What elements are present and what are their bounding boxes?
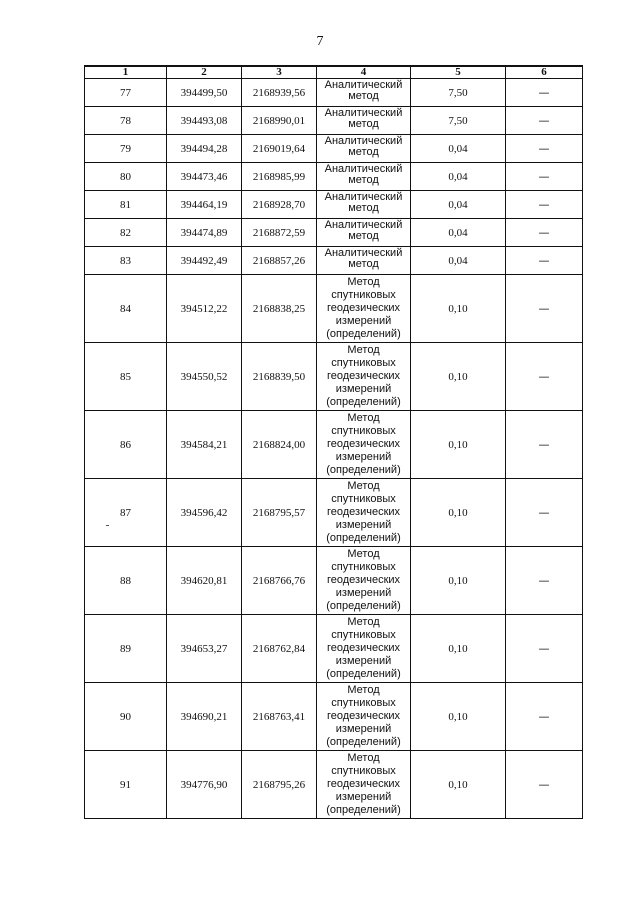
cell-x-coordinate: 394473,46	[167, 163, 242, 191]
cell-y-coordinate: 2168985,99	[242, 163, 317, 191]
cell-y-coordinate: 2168990,01	[242, 107, 317, 135]
table-row	[85, 615, 583, 683]
table-row	[85, 247, 583, 275]
cell-note	[506, 479, 583, 547]
table-body	[85, 79, 583, 819]
cell-point-number: 77	[85, 79, 167, 107]
note-dash: —	[538, 438, 550, 451]
cell-accuracy: 0,10	[411, 547, 506, 615]
cell-method	[317, 683, 411, 751]
cell-method	[317, 107, 411, 135]
cell-x-coordinate: 394464,19	[167, 191, 242, 219]
cell-accuracy: 0,10	[411, 275, 506, 343]
note-dash: —	[538, 574, 550, 587]
cell-x-coordinate: 394653,27	[167, 615, 242, 683]
table-row	[85, 343, 583, 411]
method-text: Метод спутниковых геодезических измерений (определений)	[326, 752, 401, 816]
page-number: 7	[316, 34, 324, 49]
cell-accuracy: 0,04	[411, 247, 506, 275]
cell-note	[506, 343, 583, 411]
cell-accuracy: 0,10	[411, 479, 506, 547]
method-text: Аналитический метод	[324, 107, 403, 130]
cell-method	[317, 219, 411, 247]
header-col-6: 6	[506, 66, 583, 79]
method-text: Аналитический метод	[324, 135, 403, 158]
cell-note	[506, 163, 583, 191]
cell-note	[506, 107, 583, 135]
cell-y-coordinate: 2168795,57	[242, 479, 317, 547]
scan-mark	[106, 525, 109, 526]
method-text: Метод спутниковых геодезических измерений (определений)	[326, 480, 401, 544]
header-col-2: 2	[167, 66, 242, 79]
cell-method	[317, 135, 411, 163]
cell-point-number: 87	[85, 479, 167, 547]
table-row	[85, 547, 583, 615]
cell-method	[317, 163, 411, 191]
cell-point-number: 90	[85, 683, 167, 751]
table-row	[85, 219, 583, 247]
cell-y-coordinate: 2168939,56	[242, 79, 317, 107]
cell-note	[506, 247, 583, 275]
cell-y-coordinate: 2168795,26	[242, 751, 317, 819]
method-text: Метод спутниковых геодезических измерений (определений)	[326, 616, 401, 680]
cell-note	[506, 275, 583, 343]
note-dash: —	[538, 506, 550, 519]
method-text: Метод спутниковых геодезических измерений (определений)	[326, 548, 401, 612]
note-dash: —	[538, 142, 550, 155]
cell-accuracy: 0,10	[411, 343, 506, 411]
note-dash: —	[538, 370, 550, 383]
cell-accuracy: 7,50	[411, 107, 506, 135]
method-text: Аналитический метод	[324, 163, 403, 186]
cell-point-number: 82	[85, 219, 167, 247]
cell-point-number: 78	[85, 107, 167, 135]
table-row	[85, 79, 583, 107]
note-dash: —	[538, 710, 550, 723]
cell-accuracy: 0,10	[411, 411, 506, 479]
cell-point-number: 81	[85, 191, 167, 219]
table-row	[85, 275, 583, 343]
cell-y-coordinate: 2168928,70	[242, 191, 317, 219]
table-row	[85, 479, 583, 547]
cell-point-number: 88	[85, 547, 167, 615]
cell-y-coordinate: 2168838,25	[242, 275, 317, 343]
table-row	[85, 107, 583, 135]
note-dash: —	[538, 170, 550, 183]
cell-y-coordinate: 2168762,84	[242, 615, 317, 683]
cell-point-number: 80	[85, 163, 167, 191]
table-row	[85, 411, 583, 479]
cell-note	[506, 751, 583, 819]
cell-x-coordinate: 394494,28	[167, 135, 242, 163]
coordinates-table	[84, 65, 583, 819]
cell-method	[317, 751, 411, 819]
cell-accuracy: 0,04	[411, 135, 506, 163]
cell-y-coordinate: 2168857,26	[242, 247, 317, 275]
cell-accuracy: 0,10	[411, 683, 506, 751]
cell-y-coordinate: 2168824,00	[242, 411, 317, 479]
header-row	[85, 66, 583, 79]
cell-y-coordinate: 2168763,41	[242, 683, 317, 751]
cell-accuracy: 0,04	[411, 191, 506, 219]
cell-point-number: 86	[85, 411, 167, 479]
cell-note	[506, 79, 583, 107]
cell-method	[317, 79, 411, 107]
table-row	[85, 163, 583, 191]
cell-note	[506, 135, 583, 163]
table-row	[85, 191, 583, 219]
cell-x-coordinate: 394493,08	[167, 107, 242, 135]
method-text: Аналитический метод	[324, 79, 403, 102]
cell-y-coordinate: 2168766,76	[242, 547, 317, 615]
method-text: Аналитический метод	[324, 219, 403, 242]
cell-method	[317, 411, 411, 479]
cell-accuracy: 7,50	[411, 79, 506, 107]
method-text: Метод спутниковых геодезических измерений (определений)	[326, 684, 401, 748]
cell-method	[317, 247, 411, 275]
cell-accuracy: 0,10	[411, 615, 506, 683]
cell-accuracy: 0,10	[411, 751, 506, 819]
header-col-5: 5	[411, 66, 506, 79]
method-text: Метод спутниковых геодезических измерений (определений)	[326, 412, 401, 476]
note-dash: —	[538, 114, 550, 127]
note-dash: —	[538, 778, 550, 791]
table-row	[85, 135, 583, 163]
note-dash: —	[538, 254, 550, 267]
cell-y-coordinate: 2169019,64	[242, 135, 317, 163]
cell-x-coordinate: 394620,81	[167, 547, 242, 615]
cell-x-coordinate: 394492,49	[167, 247, 242, 275]
cell-x-coordinate: 394474,89	[167, 219, 242, 247]
cell-point-number: 83	[85, 247, 167, 275]
cell-point-number: 89	[85, 615, 167, 683]
cell-point-number: 79	[85, 135, 167, 163]
cell-method	[317, 615, 411, 683]
cell-x-coordinate: 394550,52	[167, 343, 242, 411]
table-header	[85, 66, 583, 79]
cell-y-coordinate: 2168839,50	[242, 343, 317, 411]
method-text: Аналитический метод	[324, 191, 403, 214]
cell-note	[506, 219, 583, 247]
table-row	[85, 683, 583, 751]
note-dash: —	[538, 198, 550, 211]
cell-x-coordinate: 394512,22	[167, 275, 242, 343]
cell-note	[506, 683, 583, 751]
cell-x-coordinate: 394499,50	[167, 79, 242, 107]
cell-method	[317, 191, 411, 219]
header-col-3: 3	[242, 66, 317, 79]
cell-note	[506, 411, 583, 479]
method-text: Метод спутниковых геодезических измерений (определений)	[326, 344, 401, 408]
cell-method	[317, 479, 411, 547]
cell-accuracy: 0,04	[411, 219, 506, 247]
note-dash: —	[538, 86, 550, 99]
method-text: Метод спутниковых геодезических измерений (определений)	[326, 276, 401, 340]
cell-method	[317, 275, 411, 343]
header-col-4: 4	[317, 66, 411, 79]
cell-x-coordinate: 394596,42	[167, 479, 242, 547]
note-dash: —	[538, 642, 550, 655]
method-text: Аналитический метод	[324, 247, 403, 270]
cell-method	[317, 547, 411, 615]
note-dash: —	[538, 226, 550, 239]
cell-point-number: 85	[85, 343, 167, 411]
cell-x-coordinate: 394584,21	[167, 411, 242, 479]
cell-note	[506, 547, 583, 615]
cell-x-coordinate: 394776,90	[167, 751, 242, 819]
cell-accuracy: 0,04	[411, 163, 506, 191]
cell-point-number: 84	[85, 275, 167, 343]
cell-note	[506, 615, 583, 683]
note-dash: —	[538, 302, 550, 315]
cell-point-number: 91	[85, 751, 167, 819]
header-col-1: 1	[85, 66, 167, 79]
table-row	[85, 751, 583, 819]
cell-method	[317, 343, 411, 411]
cell-note	[506, 191, 583, 219]
cell-x-coordinate: 394690,21	[167, 683, 242, 751]
cell-y-coordinate: 2168872,59	[242, 219, 317, 247]
